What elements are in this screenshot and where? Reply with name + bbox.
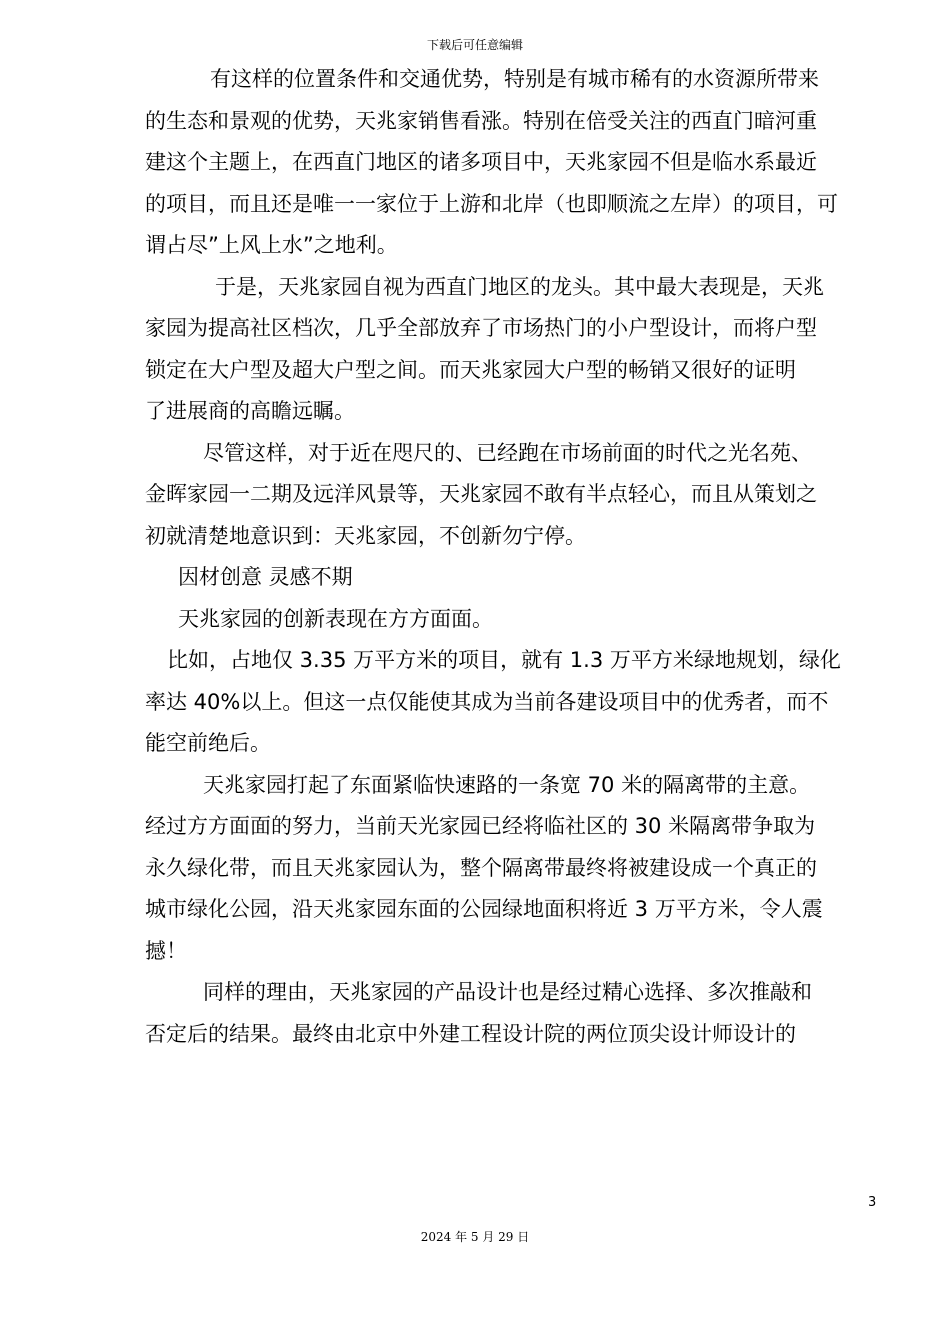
document-body <box>145 59 865 1055</box>
section-heading: 因材创意 灵感不期 <box>178 565 353 589</box>
paragraph-location-advantage: 有这样的位置条件和交通优势，特别是有城市稀有的水资源所带来 的生态和景观的优势，天兆家销售看涨。特别在倍受关注的西直门暗河重 建这个主题上，在西直门地区的诸多项目中，天兆家园不但是临水系最近 的项目，而且还是唯一一家位于上游和北岸（也即顺流之左岸）的项目，可 谓占尽”上风上水”之地利。 <box>145 67 838 257</box>
paragraph-greening: 比如，占地仅 3.35 万平方米的项目，就有 1.3 万平方米绿地规划，绿化 率达 40%以上。但这一点仅能使其成为当前各建设项目中的优秀者，而不 能空前绝后。 <box>145 648 841 755</box>
paragraph-isolation-belt: 天兆家园打起了东面紧临快速路的一条宽 70 米的隔离带的主意。 经过方方面面的努力，当前天光家园已经将临社区的 30 米隔离带争取为 永久绿化带，而且天兆家园认为，整个隔离带最终将被建设成一个真正的 城市绿化公园，沿天兆家园东面的公园绿地面积将近 3 万平方米，令人震 撼！ <box>145 772 823 963</box>
paragraph-innovation-intro: 天兆家园的创新表现在方方面面。 <box>178 606 493 631</box>
paragraph-product-design: 同样的理由，天兆家园的产品设计也是经过精心选择、多次推敲和 否定后的结果。最终由北京中外建工程设计院的两位顶尖设计师设计的 <box>145 980 812 1046</box>
page-header: 下载后可任意编辑 <box>426 38 523 52</box>
page-footer-date: 2024 年 5 月 29 日 <box>420 1230 530 1244</box>
paragraph-leader-position: 于是，天兆家园自视为西直门地区的龙头。其中最大表现是，天兆 家园为提高社区档次，几乎全部放弃了市场热门的小户型设计，而将户型 锁定在大户型及超大户型之间。而天兆家园大户型的畅销又很好的证明 了进展商的高瞻远瞩。 <box>145 274 824 423</box>
paragraph-competitors: 尽管这样，对于近在咫尺的、已经跑在市场前面的时代之光名苑、 金晖家园一二期及远洋风景等，天兆家园不敢有半点轻心，而且从策划之 初就清楚地意识到：天兆家园，不创新勿宁停。 <box>145 440 817 548</box>
page-number: 3 <box>868 1195 877 1210</box>
